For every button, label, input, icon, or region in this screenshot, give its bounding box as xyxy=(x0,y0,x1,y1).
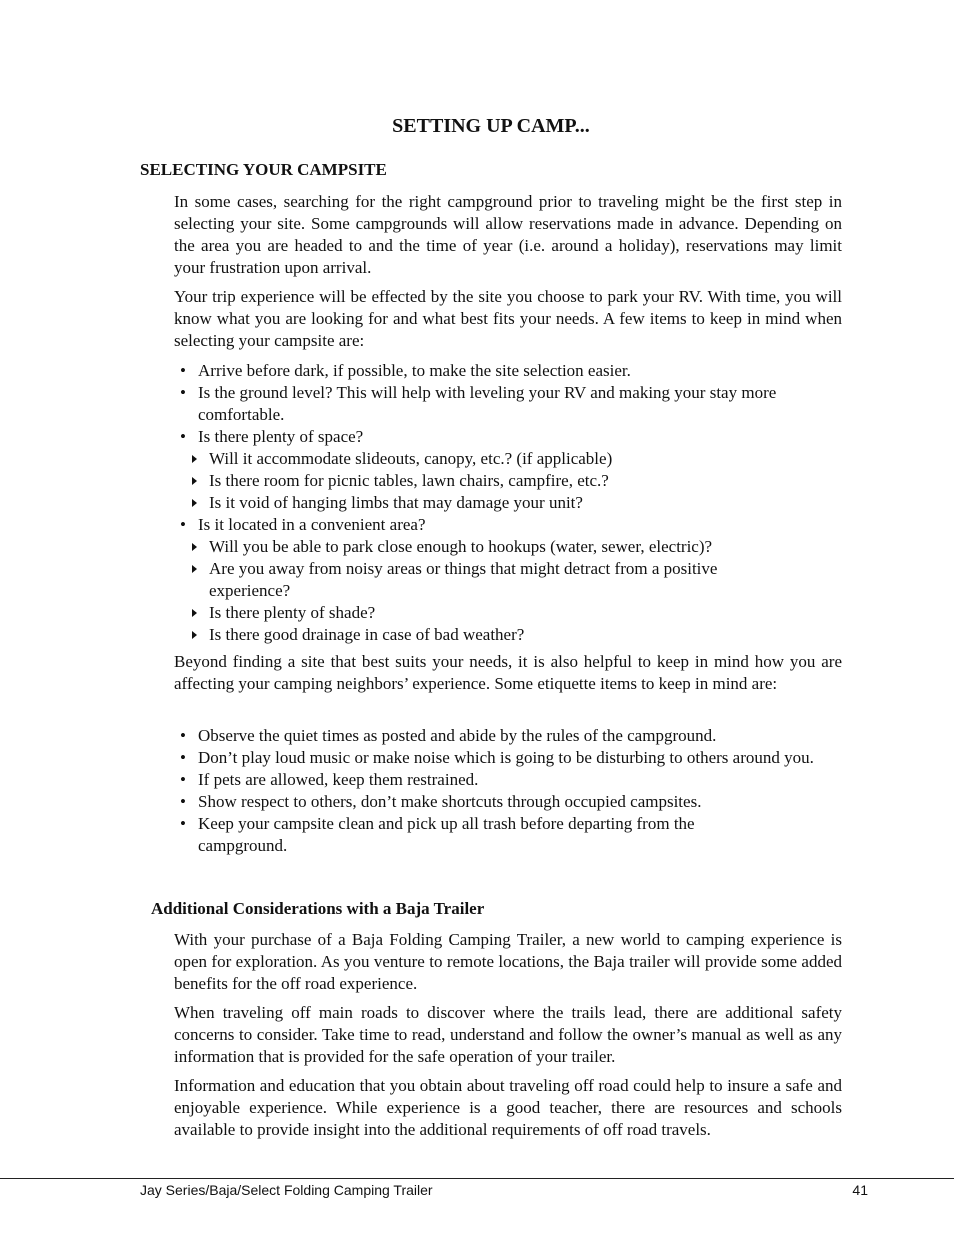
sub-list-item-text: Will it accommodate slideouts, canopy, etc.? (if applicable) xyxy=(209,449,613,468)
paragraph: When traveling off main roads to discover where the trails lead, there are additional safety concerns to consider. Take time to read, understand and follow the owner’s manual as well as any information that is provided for the safe operation of your trailer. xyxy=(174,1003,842,1066)
arrow-bullet-icon xyxy=(192,455,197,463)
list-item-text: Don’t play loud music or make noise which is going to be disturbing to others around you. xyxy=(198,748,814,767)
sub-list-item-text: Will you be able to park close enough to hookups (water, sewer, electric)? xyxy=(209,537,713,556)
etiquette-intro-block xyxy=(174,651,842,695)
intro-paragraph-block xyxy=(174,191,842,279)
sub-list xyxy=(190,448,842,514)
list-item xyxy=(178,514,842,646)
baja-paragraph-block xyxy=(174,929,842,995)
baja-paragraph-block xyxy=(174,1002,842,1068)
paragraph: Information and education that you obtain about traveling off road could help to insure a safe and enjoyable experience. While experience is a good teacher, there are resources and schools available to provide insight into the additional requirements of off road travels. xyxy=(174,1076,842,1139)
bullet-icon: • xyxy=(180,515,186,534)
sub-list xyxy=(190,536,842,646)
page-number: 41 xyxy=(852,1182,868,1198)
sub-list-item xyxy=(190,558,842,602)
paragraph: Beyond finding a site that best suits your needs, it is also helpful to keep in mind how you are affecting your camping neighbors’ experience. Some etiquette items to keep in mind are: xyxy=(174,652,842,693)
paragraph: With your purchase of a Baja Folding Camping Trailer, a new world to camping experience is open for exploration. As you venture to remote locations, the Baja trailer will provide some added benefits for the off road experience. xyxy=(174,930,842,993)
list-item-text: Keep your campsite clean and pick up all trash before departing from the campground. xyxy=(198,814,695,855)
list-item xyxy=(178,791,842,813)
list-item xyxy=(178,813,842,857)
list-item xyxy=(178,382,842,426)
list-item xyxy=(178,725,842,747)
list-item-text: Is it located in a convenient area? xyxy=(198,515,426,534)
sub-list-item xyxy=(190,492,842,514)
selection-paragraph-block xyxy=(174,286,842,352)
baja-paragraph-block xyxy=(174,1075,842,1141)
list-item-text: Show respect to others, don’t make shortcuts through occupied campsites. xyxy=(198,792,702,811)
list-item xyxy=(178,769,842,791)
sub-list-item-text: Is there plenty of shade? xyxy=(209,603,376,622)
sub-list-item xyxy=(190,602,842,624)
list-item-text: Is there plenty of space? xyxy=(198,427,364,446)
sub-list-item-text: Are you away from noisy areas or things that might detract from a positive experience? xyxy=(209,559,718,600)
arrow-bullet-icon xyxy=(192,631,197,639)
bullet-icon: • xyxy=(180,427,186,446)
bullet-icon: • xyxy=(180,748,186,767)
campsite-checklist xyxy=(178,360,842,646)
list-item xyxy=(178,360,842,382)
sub-list-item-text: Is there room for picnic tables, lawn chairs, campfire, etc.? xyxy=(209,471,609,490)
arrow-bullet-icon xyxy=(192,543,197,551)
footer-title: Jay Series/Baja/Select Folding Camping Trailer xyxy=(140,1182,433,1198)
arrow-bullet-icon xyxy=(192,477,197,485)
paragraph: In some cases, searching for the right campground prior to traveling might be the first step in selecting your site. Some campgrounds will allow reservations made in advance. Depending on the area you are headed to and the time of year (i.e. around a holiday), reservations may limit your frustration upon arrival. xyxy=(174,192,842,277)
bullet-icon: • xyxy=(180,792,186,811)
sub-list-item xyxy=(190,624,842,646)
arrow-bullet-icon xyxy=(192,499,197,507)
sub-list-item-text: Is it void of hanging limbs that may damage your unit? xyxy=(209,493,583,512)
list-item-text: If pets are allowed, keep them restrained. xyxy=(198,770,479,789)
list-item-text: Is the ground level? This will help with leveling your RV and making your stay more comfortable. xyxy=(198,383,777,424)
sub-list-item xyxy=(190,470,842,492)
bullet-icon: • xyxy=(180,814,186,833)
subsection-heading: Additional Considerations with a Baja Trailer xyxy=(151,899,485,918)
sub-list-item xyxy=(190,448,842,470)
bullet-icon: • xyxy=(180,383,186,402)
paragraph: Your trip experience will be effected by the site you choose to park your RV. With time, you will know what you are looking for and what best fits your needs. A few items to keep in mind when selecting your campsite are: xyxy=(174,287,842,350)
sub-list-item-text: Is there good drainage in case of bad weather? xyxy=(209,625,525,644)
bullet-icon: • xyxy=(180,770,186,789)
list-item-text: Arrive before dark, if possible, to make the site selection easier. xyxy=(198,361,631,380)
bullet-icon: • xyxy=(180,361,186,380)
etiquette-list xyxy=(178,725,842,857)
section-heading: SELECTING YOUR CAMPSITE xyxy=(140,160,387,179)
arrow-bullet-icon xyxy=(192,565,197,573)
list-item-text: Observe the quiet times as posted and abide by the rules of the campground. xyxy=(198,726,717,745)
footer-divider xyxy=(0,1178,954,1179)
list-item xyxy=(178,426,842,514)
bullet-icon: • xyxy=(180,726,186,745)
arrow-bullet-icon xyxy=(192,609,197,617)
sub-list-item xyxy=(190,536,842,558)
page-title: SETTING UP CAMP... xyxy=(392,115,590,137)
list-item xyxy=(178,747,842,769)
